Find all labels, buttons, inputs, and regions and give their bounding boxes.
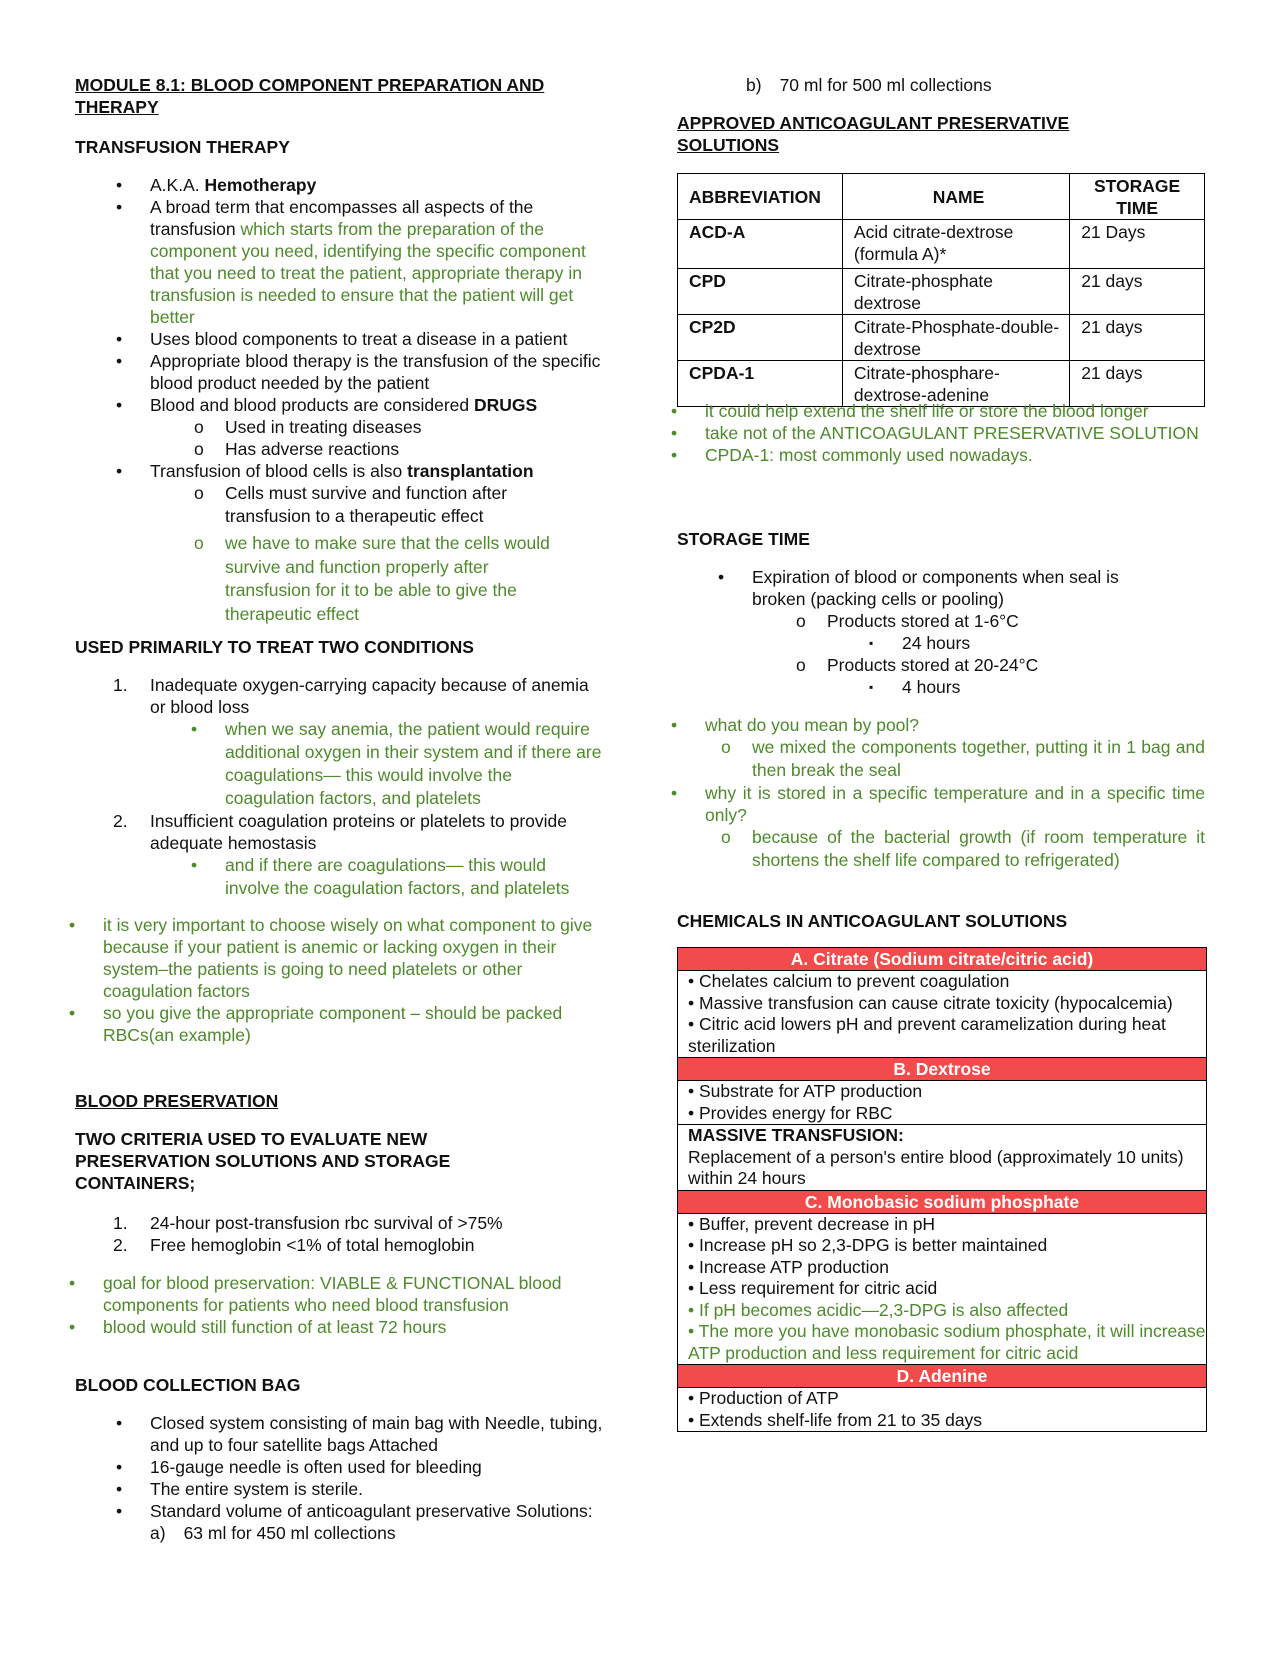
list-item: • Uses blood components to treat a disease in a patient — [150, 328, 605, 350]
table-cell: Citrate-phosphate dextrose — [842, 269, 1069, 315]
table-cell: Citrate-Phosphate-double-dextrose — [842, 315, 1069, 361]
note-list-choose — [103, 914, 605, 1046]
conditions-list — [113, 674, 605, 900]
bag-list — [150, 1412, 605, 1544]
note-list-storage — [705, 714, 1205, 872]
list-item: 1. Inadequate oxygen-carrying capacity because of anemia or blood loss — [113, 675, 589, 717]
list-item: • what do you mean by pool? — [705, 714, 1205, 736]
list-item: • and if there are coagulations— this would involve the coagulation factors, and platelets — [225, 854, 605, 900]
approved-heading: APPROVED ANTICOAGULANT PRESERVATIVE SOLUTIONS — [677, 113, 1070, 155]
section-title-adenine: D. Adenine — [678, 1364, 1206, 1387]
note-list-goal — [103, 1272, 605, 1338]
table-row — [678, 269, 1205, 315]
list-item: • take not of the ANTICOAGULANT PRESERVATIVE SOLUTION — [705, 422, 1205, 444]
list-item: 2. Free hemoglobin <1% of total hemoglobin — [113, 1235, 475, 1255]
section-body-adenine: • Production of ATP • Extends shelf-life from 21 to 35 days — [678, 1387, 1206, 1431]
table-cell: CPDA-1 — [678, 361, 843, 407]
table-row — [678, 315, 1205, 361]
list-item: ▪ 4 hours — [902, 676, 1172, 698]
bag-heading: BLOOD COLLECTION BAG — [75, 1375, 301, 1395]
list-item: • why it is stored in a specific temperature and in a specific time only? — [705, 782, 1205, 826]
list-item: • 16-gauge needle is often used for bleeding — [150, 1456, 605, 1478]
conditions-heading: USED PRIMARILY TO TREAT TWO CONDITIONS — [75, 637, 474, 657]
list-item: • A.K.A. Hemotherapy — [150, 174, 605, 196]
table-cell: 21 days — [1070, 269, 1205, 315]
transfusion-heading: TRANSFUSION THERAPY — [75, 137, 290, 157]
list-item: 2. Insufficient coagulation proteins or platelets to provide adequate hemostasis — [113, 811, 568, 853]
list-item: o Products stored at 1-6°C — [827, 610, 1172, 632]
list-item: • it is very important to choose wisely on what component to give because if your patient is anemic or lacking oxygen in their system–the patients is going to need platelets or other coagulation factors — [103, 914, 605, 1002]
list-item: o Has adverse reactions — [225, 438, 605, 460]
table-cell: 21 days — [1070, 361, 1205, 407]
criteria-list — [113, 1212, 605, 1256]
storage-list — [752, 566, 1172, 698]
table-header: STORAGE TIME — [1070, 174, 1205, 220]
list-item: o because of the bacterial growth (if room temperature it shortens the shelf life compared to refrigerated) — [752, 826, 1205, 872]
list-item: • blood would still function of at least 72 hours — [103, 1316, 605, 1338]
table-cell: ACD-A — [678, 220, 843, 269]
table-cell: 21 days — [1070, 315, 1205, 361]
section-title-citrate: A. Citrate (Sodium citrate/citric acid) — [678, 948, 1206, 970]
list-item: • Expiration of blood or components when seal is broken (packing cells or pooling) — [752, 566, 1172, 610]
list-item: o we have to make sure that the cells would survive and function properly after transfusion for it to be able to give the therapeutic effect — [225, 532, 570, 626]
list-item: o we mixed the components together, putting it in 1 bag and then break the seal — [752, 736, 1205, 782]
list-item: o Cells must survive and function after transfusion to a therapeutic effect — [225, 482, 570, 528]
chem-heading: CHEMICALS IN ANTICOAGULANT SOLUTIONS — [677, 911, 1068, 931]
list-item: • The entire system is sterile. — [150, 1478, 605, 1500]
list-item: • CPDA-1: most commonly used nowadays. — [705, 444, 1205, 466]
table-cell: Citrate-phosphare-dextrose-adenine — [842, 361, 1069, 407]
list-item: • Appropriate blood therapy is the transfusion of the specific blood product needed by the patient — [150, 350, 605, 394]
table-header: NAME — [842, 174, 1069, 220]
chemicals-table — [677, 947, 1207, 1432]
list-item: • when we say anemia, the patient would require additional oxygen in their system and if there are coagulations— this would involve the coagulation factors, and platelets — [225, 718, 605, 810]
storage-heading: STORAGE TIME — [677, 529, 810, 549]
table-cell: 21 Days — [1070, 220, 1205, 269]
module-title: MODULE 8.1: BLOOD COMPONENT PREPARATION AND THERAPY — [75, 75, 545, 117]
list-item: a) 63 ml for 450 ml collections — [150, 1523, 396, 1543]
table-cell: CP2D — [678, 315, 843, 361]
list-item: o Products stored at 20-24°C — [827, 654, 1172, 676]
table-row — [678, 220, 1205, 269]
note-list-table — [705, 400, 1205, 466]
list-item: • Transfusion of blood cells is also transplantation — [150, 460, 605, 482]
list-item: • goal for blood preservation: VIABLE & FUNCTIONAL blood components for patients who need blood transfusion — [103, 1272, 605, 1316]
section-body-dextrose: • Substrate for ATP production • Provides energy for RBC — [678, 1080, 1206, 1124]
section-body-phosphate: • Buffer, prevent decrease in pH • Increase pH so 2,3-DPG is better maintained • Increase ATP production • Less requirement for citric acid • If pH becomes acidic—2,3-DPG is also affected • The more you have monobasic sodium phosphate, it will increase ATP production and less requirement for citric acid — [678, 1213, 1206, 1365]
list-item: 1. 24-hour post-transfusion rbc survival of >75% — [113, 1213, 503, 1233]
table-header: ABBREVIATION — [678, 174, 843, 220]
list-item: • Closed system consisting of main bag with Needle, tubing, and up to four satellite bags Attached — [150, 1412, 605, 1456]
table-cell: CPD — [678, 269, 843, 315]
list-item: b) 70 ml for 500 ml collections — [746, 75, 992, 95]
list-item: ▪ 24 hours — [902, 632, 1172, 654]
anticoagulant-table — [677, 173, 1205, 407]
list-item: • Standard volume of anticoagulant preservative Solutions: — [150, 1500, 605, 1522]
section-title-phosphate: C. Monobasic sodium phosphate — [678, 1190, 1206, 1213]
transfusion-list — [150, 174, 605, 626]
list-item: • it could help extend the shelf life or store the blood longer — [705, 400, 1205, 422]
section-body-massive: MASSIVE TRANSFUSION: Replacement of a person's entire blood (approximately 10 units) within 24 hours — [678, 1124, 1206, 1190]
table-cell: Acid citrate-dextrose (formula A)* — [842, 220, 1069, 269]
list-item: o Used in treating diseases — [225, 416, 605, 438]
list-item: • A broad term that encompasses all aspects of the transfusion which starts from the preparation of the component you need, identifying the specific component that you need to treat the patient, appropriate therapy in transfusion is needed to ensure that the patient will get better — [150, 196, 605, 328]
section-body-citrate: • Chelates calcium to prevent coagulation • Massive transfusion can cause citrate toxicity (hypocalcemia) • Citric acid lowers pH and prevent caramelization during heat sterilization — [678, 970, 1206, 1057]
section-title-dextrose: B. Dextrose — [678, 1057, 1206, 1080]
list-item: • so you give the appropriate component – should be packed RBCs(an example) — [103, 1002, 605, 1046]
table-header-row — [678, 174, 1205, 220]
criteria-heading: TWO CRITERIA USED TO EVALUATE NEW PRESERVATION SOLUTIONS AND STORAGE CONTAINERS; — [75, 1129, 451, 1193]
list-item: • Blood and blood products are considered DRUGS — [150, 394, 605, 416]
preservation-heading: BLOOD PRESERVATION — [75, 1091, 279, 1111]
